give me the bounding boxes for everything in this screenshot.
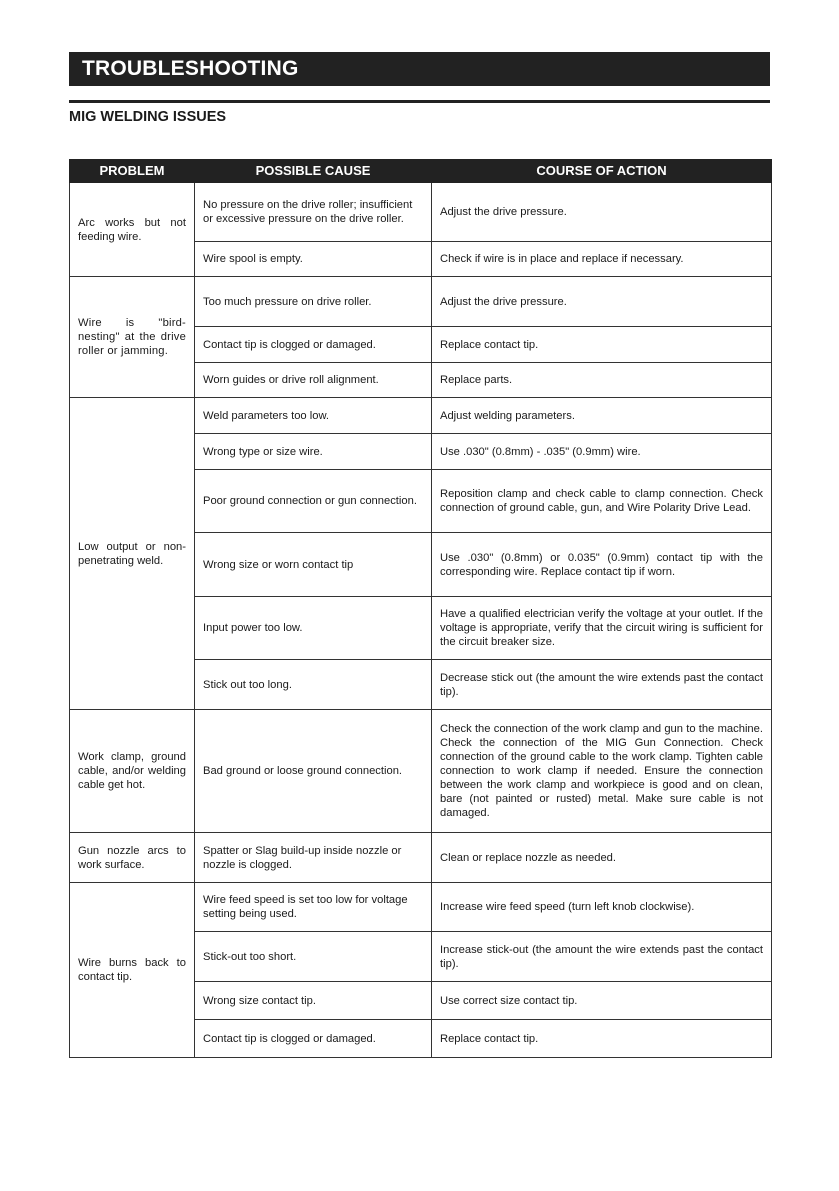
action-cell: Use correct size contact tip. (432, 982, 772, 1020)
problem-cell: Wire burns back to contact tip. (70, 883, 195, 1058)
cause-cell: Stick-out too short. (195, 932, 432, 982)
action-cell: Increase stick-out (the amount the wire extends past the contact tip). (432, 932, 772, 982)
problem-cell: Low output or non-penetrating weld. (70, 398, 195, 710)
troubleshooting-table (69, 159, 772, 1058)
action-cell: Use .030" (0.8mm) - .035" (0.9mm) wire. (432, 434, 772, 470)
problem-cell: Arc works but not feeding wire. (70, 183, 195, 277)
title-divider (69, 100, 770, 103)
action-cell: Adjust the drive pressure. (432, 277, 772, 327)
column-header-action: COURSE OF ACTION (432, 160, 772, 183)
cause-cell: Wrong size contact tip. (195, 982, 432, 1020)
action-cell: Reposition clamp and check cable to clamp connection. Check connection of ground cable, gun, and Wire Polarity Drive Lead. (432, 470, 772, 533)
page-title: TROUBLESHOOTING (69, 52, 770, 86)
action-cell: Replace contact tip. (432, 327, 772, 363)
cause-cell: Too much pressure on drive roller. (195, 277, 432, 327)
problem-cell: Wire is "bird-nesting" at the drive roller or jamming. (70, 277, 195, 398)
table-row (70, 833, 772, 883)
action-cell: Have a qualified electrician verify the voltage at your outlet. If the voltage is appropriate, verify that the circuit wiring is sufficient for the circuit breaker size. (432, 597, 772, 660)
action-cell: Clean or replace nozzle as needed. (432, 833, 772, 883)
cause-cell: Weld parameters too low. (195, 398, 432, 434)
table-row (70, 710, 772, 833)
cause-cell: Worn guides or drive roll alignment. (195, 363, 432, 398)
action-cell: Check the connection of the work clamp and gun to the machine. Check the connection of the MIG Gun Connection. Check connection of the ground cable to the work clamp. Tighten cable connection to work clamp if needed. Ensure the connection between the work clamp and workpiece is good and on clean, bare (not painted or rusted) metal. Make sure cable is not damaged. (432, 710, 772, 833)
cause-cell: Stick out too long. (195, 660, 432, 710)
column-header-cause: POSSIBLE CAUSE (195, 160, 432, 183)
table-row (70, 398, 772, 434)
cause-cell: Wrong type or size wire. (195, 434, 432, 470)
action-cell: Check if wire is in place and replace if necessary. (432, 242, 772, 277)
action-cell: Decrease stick out (the amount the wire extends past the contact tip). (432, 660, 772, 710)
action-cell: Adjust the drive pressure. (432, 183, 772, 242)
action-cell: Adjust welding parameters. (432, 398, 772, 434)
cause-cell: Input power too low. (195, 597, 432, 660)
problem-cell: Work clamp, ground cable, and/or welding cable get hot. (70, 710, 195, 833)
table-header-row (70, 160, 772, 183)
cause-cell: Contact tip is clogged or damaged. (195, 1020, 432, 1058)
section-heading: MIG WELDING ISSUES (69, 109, 227, 125)
cause-cell: Wrong size or worn contact tip (195, 533, 432, 597)
column-header-problem: PROBLEM (70, 160, 195, 183)
cause-cell: Wire feed speed is set too low for voltage setting being used. (195, 883, 432, 932)
problem-cell: Gun nozzle arcs to work surface. (70, 833, 195, 883)
cause-cell: Spatter or Slag build-up inside nozzle or nozzle is clogged. (195, 833, 432, 883)
action-cell: Replace contact tip. (432, 1020, 772, 1058)
cause-cell: Poor ground connection or gun connection. (195, 470, 432, 533)
table-row (70, 883, 772, 932)
cause-cell: Wire spool is empty. (195, 242, 432, 277)
action-cell: Increase wire feed speed (turn left knob clockwise). (432, 883, 772, 932)
table-row (70, 183, 772, 242)
cause-cell: Bad ground or loose ground connection. (195, 710, 432, 833)
table-row (70, 277, 772, 327)
action-cell: Replace parts. (432, 363, 772, 398)
cause-cell: No pressure on the drive roller; insufficient or excessive pressure on the drive roller. (195, 183, 432, 242)
cause-cell: Contact tip is clogged or damaged. (195, 327, 432, 363)
action-cell: Use .030" (0.8mm) or 0.035" (0.9mm) contact tip with the corresponding wire. Replace contact tip if worn. (432, 533, 772, 597)
